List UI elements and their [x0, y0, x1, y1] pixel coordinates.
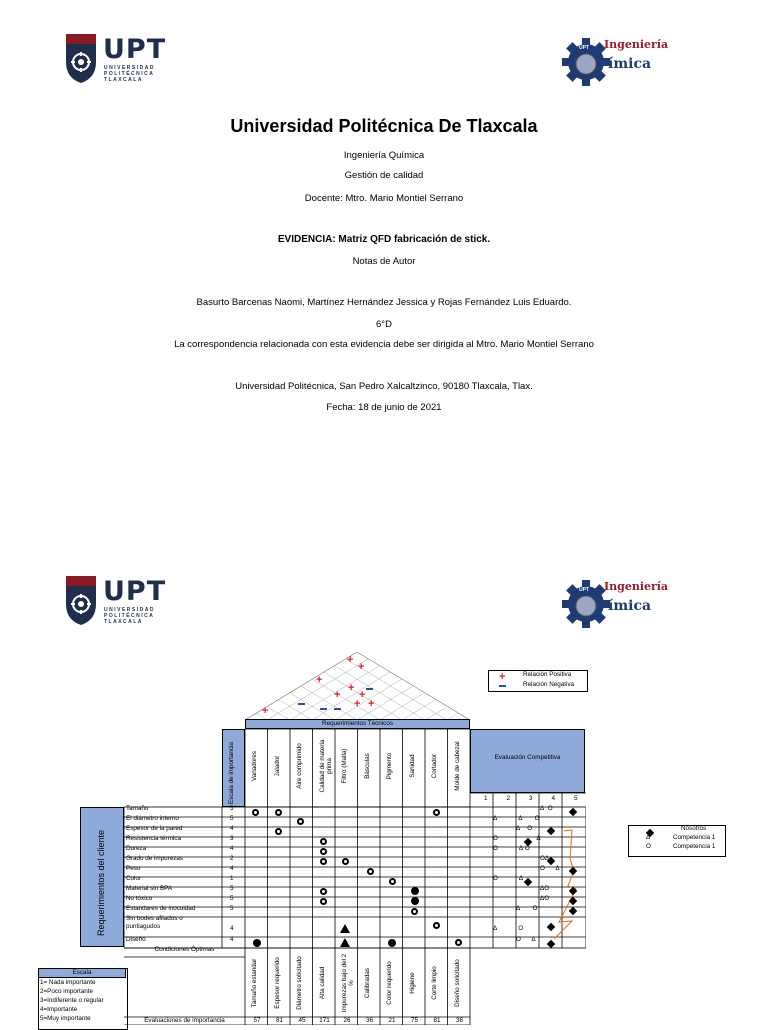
positive-mark: +: [354, 698, 361, 710]
positive-mark: +: [348, 682, 355, 694]
scale-number: 2: [506, 795, 511, 802]
competitor-marks: Δ O: [516, 905, 538, 912]
customer-requirement-name: Sin bodes afilados o puntiagudos: [126, 915, 183, 930]
customer-requirement-name: Diseño: [126, 936, 146, 943]
relation-strong: [411, 887, 419, 895]
positive-legend-icon: +: [499, 671, 506, 683]
positive-mark: +: [358, 661, 365, 673]
competitor-marks: O Δ: [516, 936, 536, 943]
positive-mark: +: [347, 654, 354, 666]
university-title: Universidad Politécnica De Tlaxcala: [230, 116, 538, 136]
importance-value: 5: [230, 905, 234, 912]
date-line: Fecha: 18 de junio de 2021: [326, 402, 442, 413]
optimal-condition-label: Diseño solicitado: [453, 959, 461, 1007]
competitor-marks: Δ Δ O: [493, 815, 540, 822]
tech-requirement-label: Filtro (Malla): [341, 748, 348, 784]
relation-weak: [340, 938, 350, 947]
importance-value: 4: [230, 865, 234, 872]
scale-item: 3=Indiferente o regular: [40, 997, 104, 1004]
positive-mark: +: [262, 705, 269, 717]
tech-header-label: Requerimientos Técnicos: [322, 720, 393, 727]
competitor-marks: O Δ: [540, 865, 560, 872]
upt-wordmark: UPT: [103, 34, 167, 65]
customer-requirement-name: Grado de impurezas: [126, 855, 184, 862]
customer-requirement-name: Material sin BPA: [126, 885, 173, 892]
competitor-marks: O Δ: [493, 835, 541, 842]
upt-logo-bottom: [64, 574, 174, 628]
optimal-condition-label: Color requerido: [386, 961, 393, 1005]
relation-medium: [320, 898, 327, 905]
positive-mark: +: [316, 674, 323, 686]
authors-line: Basurto Barcenas Naomi, Martínez Hernández Jessica y Rojas Fernández Luis Eduardo.: [196, 297, 572, 308]
customer-requirement-name: El diámetro interno: [126, 815, 179, 822]
customer-requirement-name: Espesor de la pared: [126, 825, 183, 832]
competitive-header-label: Evaluación Competitiva: [494, 754, 561, 761]
relation-medium: [275, 828, 282, 835]
evaluation-value: 75: [410, 1017, 418, 1024]
iq-line-1: Ingeniería: [604, 38, 669, 51]
evidence-title: EVIDENCIA: Matriz QFD fabricación de stick.: [277, 234, 491, 245]
competitor-marks: ΔO: [540, 885, 550, 892]
competitor-marks: OΔ: [540, 855, 550, 862]
tech-requirement-label: Básculas: [363, 753, 371, 779]
competitor-marks: O Δ: [493, 875, 524, 882]
scale-number: 4: [551, 795, 556, 802]
triangle-legend-label: Competencia 1: [673, 834, 716, 841]
iq-logo-bottom: [560, 574, 672, 630]
iq-line-2: ímica: [608, 598, 652, 614]
relation-medium: [411, 908, 418, 915]
circle-legend-icon: O: [646, 843, 651, 850]
teacher-name: Docente: Mtro. Mario Montiel Serrano: [304, 193, 464, 204]
optimal-condition-label: Higiene: [408, 972, 416, 994]
competitor-marks: ΔO: [540, 895, 550, 902]
negative-mark: [334, 708, 341, 710]
competitor-marks: Δ O: [493, 925, 524, 932]
relation-medium: [389, 878, 396, 885]
optimal-condition-label: Impurezas bajo del 2 %: [341, 953, 355, 1013]
upt-wordmark: UPT: [103, 576, 167, 607]
scale-number: 3: [529, 795, 533, 802]
evaluation-value: 57: [253, 1017, 261, 1024]
importance-value: 4: [230, 845, 234, 852]
iq-logo-top: [560, 32, 672, 88]
optimal-condition-label: Espesor requerido: [273, 957, 281, 1009]
optimal-conditions-label: Condiciones Óptimas: [154, 946, 215, 953]
customer-requirement-name: Resistencia térmica: [126, 835, 181, 842]
relation-medium: [297, 818, 304, 825]
importance-value: 5: [230, 815, 234, 822]
scale-title-bar: [38, 968, 126, 978]
evaluation-value: 171: [319, 1017, 330, 1024]
iq-line-2: ímica: [608, 56, 652, 72]
relation-medium: [455, 939, 462, 946]
tech-requirement-label: Aire comprimido: [296, 743, 303, 789]
evaluation-value: 81: [275, 1017, 283, 1024]
upt-line-1: UNIVERSIDAD: [104, 607, 155, 613]
importance-value: 5: [230, 885, 234, 892]
importance-value: 5: [230, 805, 234, 812]
tech-requirement-label: Pigmento: [386, 752, 393, 780]
tech-header: [245, 719, 470, 729]
evaluation-label: Evaluaciones de importancia: [144, 1017, 225, 1024]
upt-shield-icon: [64, 574, 98, 626]
iq-badge: UPT: [579, 45, 589, 51]
tech-requirement-label: Molde de cabezal: [453, 741, 461, 791]
scale-item: 4=Importante: [40, 1006, 78, 1013]
importance-value: 4: [230, 925, 234, 932]
tech-requirement-label: Sanidad: [408, 754, 416, 778]
customer-requirement-name: Peso: [126, 865, 141, 872]
upt-line-1: UNIVERSIDAD: [104, 65, 155, 71]
competitive-legend: [628, 825, 726, 857]
scale-number: 1: [484, 795, 488, 802]
relation-medium: [320, 858, 327, 865]
upt-line-2: POLITÉCNICA: [104, 613, 155, 619]
relation-strong: [253, 939, 261, 947]
upt-line-3: TLAXCALA: [104, 77, 143, 83]
tech-requirement-label: Jalador: [273, 755, 281, 777]
upt-logo-top: [64, 32, 174, 86]
roof-legend: [488, 670, 588, 692]
scale-box: [38, 968, 128, 1030]
relation-medium: [320, 888, 327, 895]
relation-medium: [367, 868, 374, 875]
us-legend-label: Nosotros: [681, 825, 707, 832]
upt-line-3: TLAXCALA: [104, 619, 143, 625]
optimal-condition-label: Corte limpio: [431, 966, 438, 1000]
customer-requirement-name: Estandares de inocuidad: [126, 905, 196, 912]
optimal-condition-label: Calibradas: [363, 967, 371, 999]
relation-medium: [275, 809, 282, 816]
customer-header-label: Requerimientos del cliente: [96, 829, 106, 936]
triangle-legend-icon: Δ: [646, 834, 651, 841]
relation-medium: [320, 838, 327, 845]
relation-medium: [320, 848, 327, 855]
evaluation-value: 26: [343, 1017, 351, 1024]
address-line: Universidad Politécnica, San Pedro Xalcaltzinco, 90180 Tlaxcala, Tlax.: [235, 381, 533, 392]
relation-medium: [342, 858, 349, 865]
evaluation-value: 36: [365, 1017, 373, 1024]
negative-mark: [320, 708, 327, 710]
importance-value: 4: [230, 936, 234, 943]
importance-value: 5: [230, 895, 234, 902]
relation-medium: [433, 809, 440, 816]
relation-medium: [433, 922, 440, 929]
importance-value: 4: [230, 825, 234, 832]
author-notes-heading: Notas de Autor: [352, 256, 416, 267]
relation-medium: [252, 809, 259, 816]
evaluation-value: 36: [455, 1017, 463, 1024]
evaluation-value: 21: [388, 1017, 396, 1024]
program-name: Ingeniería Química: [343, 150, 425, 161]
scale-title: Escala: [72, 969, 92, 976]
positive-mark: +: [368, 698, 375, 710]
importance-header-label: Escala de importancia: [228, 742, 235, 804]
optimal-condition-label: Tamaño estandar: [251, 958, 258, 1008]
circle-legend-label: Competencia 1: [673, 843, 716, 850]
group-line: 6°D: [376, 319, 392, 330]
negative-mark: [298, 703, 305, 705]
importance-value: 2: [230, 855, 234, 862]
tech-requirement-label: Calidad de materia prima: [318, 739, 333, 793]
correspondence-line: La correspondencia relacionada con esta evidencia debe ser dirigida al Mtro. Mario Montiel Serrano: [174, 339, 594, 350]
iq-line-1: Ingeniería: [604, 580, 669, 593]
scale-number: 5: [574, 795, 578, 802]
competitor-marks: Δ O: [516, 825, 533, 832]
positive-mark: +: [334, 689, 341, 701]
relation-strong: [388, 939, 396, 947]
relation-strong: [411, 897, 419, 905]
customer-header: [80, 807, 124, 947]
upt-line-2: POLITÉCNICA: [104, 71, 155, 77]
scale-item: 2=Poco importante: [40, 988, 94, 995]
negative-legend-icon: [499, 685, 506, 687]
upt-shield-icon: [64, 32, 98, 84]
evaluation-value: 45: [298, 1017, 306, 1024]
importance-value: 1: [230, 875, 234, 882]
customer-requirement-name: Dureza: [126, 845, 147, 852]
competitor-marks: O Δ O: [493, 845, 530, 852]
importance-value: 3: [230, 835, 234, 842]
negative-mark: [366, 688, 373, 690]
positive-legend-label: Relación Positiva: [523, 671, 572, 678]
customer-requirement-name: No tóxico: [126, 895, 153, 902]
scale-item: 5=Muy importante: [40, 1015, 91, 1022]
customer-requirement-name: Tamaño: [126, 805, 149, 812]
optimal-condition-label: Alta calidad: [318, 966, 326, 1000]
customer-requirement-name: Color: [126, 875, 142, 882]
tech-requirement-label: Variadores: [251, 751, 258, 781]
positive-mark: +: [359, 689, 366, 701]
competitor-marks: Δ O: [540, 805, 553, 812]
course-name: Gestión de calidad: [344, 170, 424, 181]
relation-weak: [340, 924, 350, 933]
negative-legend-label: Relación Negativa: [523, 681, 575, 688]
scale-item: 1= Nada importante: [40, 979, 96, 986]
evaluation-value: 81: [433, 1017, 441, 1024]
iq-badge: UPT: [579, 587, 589, 593]
optimal-condition-label: Diámetro solicitado: [296, 956, 303, 1010]
tech-requirement-label: Cortador: [431, 753, 438, 779]
